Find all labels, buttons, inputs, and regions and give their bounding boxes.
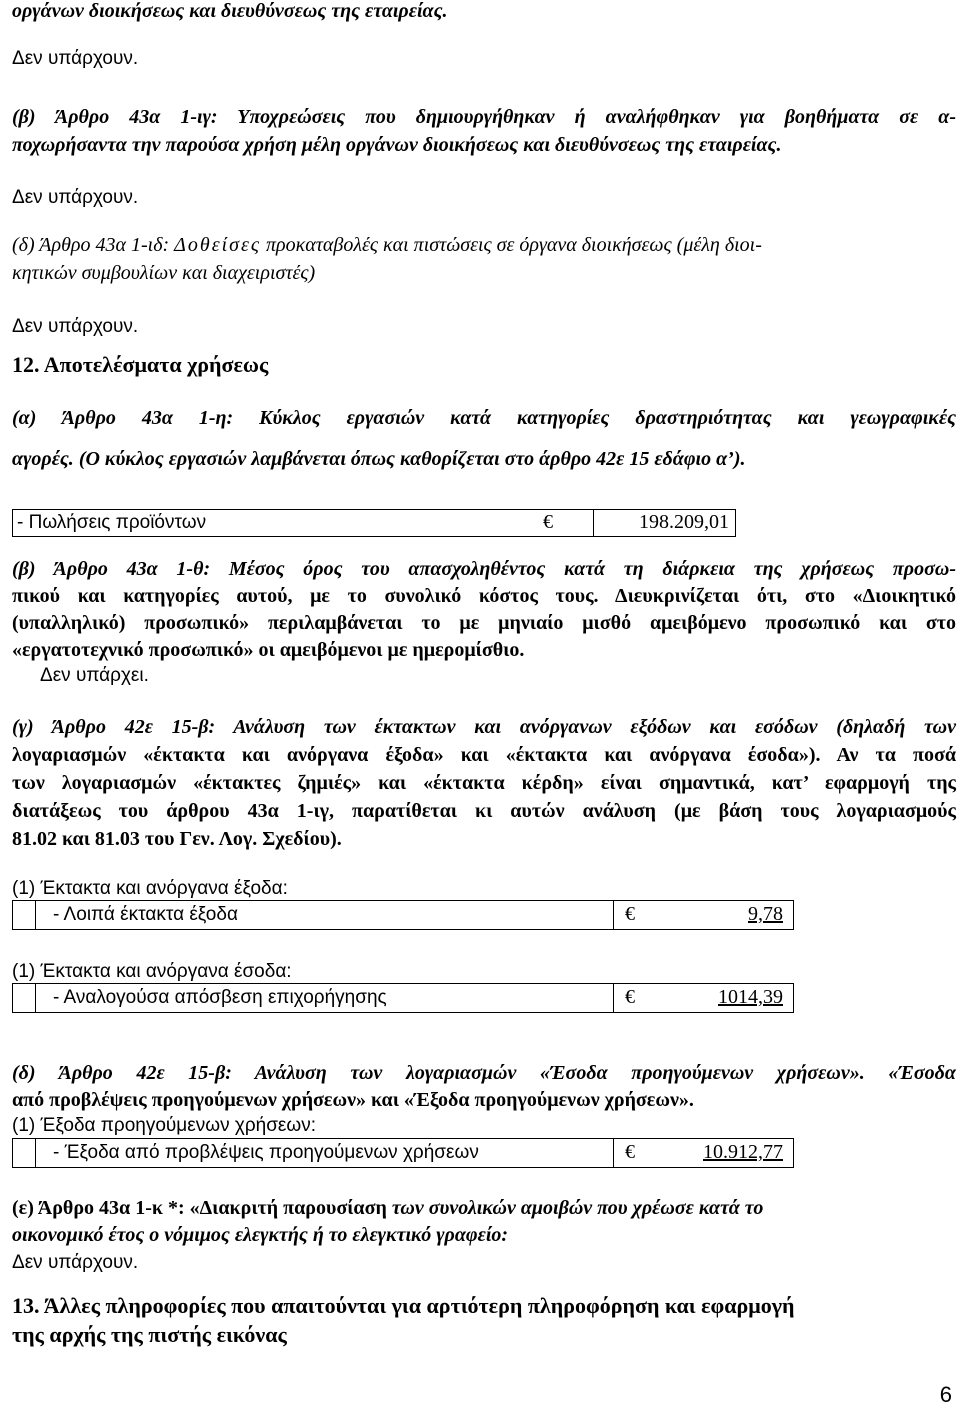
item-a-line2-part1: αγορές. <box>12 448 74 470</box>
expenses-currency: € <box>625 903 635 925</box>
sales-currency: € <box>543 511 553 533</box>
item-c-line5: 81.02 και 81.03 του Γεν. Λογ. Σχεδίου). <box>12 828 342 850</box>
item-a-line1: (α) Άρθρο 43α 1-η: Κύκλος εργασιών κατά κατηγορίες δραστηριότητας και γεωγραφικές <box>12 407 956 429</box>
item-c-line1: (γ) Άρθρο 42ε 15-β: Ανάλυση των έκτακτων και ανόργανων εξόδων και εσόδων (δηλαδή των <box>12 716 956 738</box>
item-c-line4: διατάξεως του άρθρου 43α 1-ιγ, παρατίθεται κι αυτών ανάλυση (με βάση τους λογαριασμούς <box>12 800 956 822</box>
prior-heading: (1) Έξοδα προηγούμενων χρήσεων: <box>12 1115 316 1136</box>
item-a-line2 <box>12 448 745 471</box>
item-b2-line4: «εργατοτεχνικό προσωπικό» οι αμειβόμενοι με ημερομίσθιο. <box>12 639 525 661</box>
income-label: - Αναλογούσα απόσβεση επιχορήγησης <box>53 987 387 1008</box>
expenses-label: - Λοιπά έκτακτα έξοδα <box>53 904 238 925</box>
prior-table-right-divider <box>613 1139 614 1167</box>
item-b-line1: (β) Άρθρο 43α 1-ιγ: Υποχρεώσεις που δημιουργήθηκαν ή αναλήφθηκαν για βοηθήματα σε α- <box>12 106 956 128</box>
item-b2-line3: (υπαλληλικό) προσωπικό» περιλαμβάνεται το με μηνιαίο μισθό αμειβόμενο προσωπικό και στο <box>12 612 956 634</box>
item-d-spaced: Δοθείσες <box>174 234 262 256</box>
expenses-heading: (1) Έκτακτα και ανόργανα έξοδα: <box>12 878 288 899</box>
prior-table <box>12 1138 794 1168</box>
section-12-title: Αποτελέσματα χρήσεως <box>43 352 269 377</box>
section-13-number: 13. <box>12 1293 40 1318</box>
sales-label: - Πωλήσεις προϊόντων <box>17 512 207 533</box>
item-e-line1 <box>12 1197 956 1220</box>
item-a-line2-part2: (Ο κύκλος εργασιών λαμβάνεται όπως καθορίζεται στο άρθρο 42ε 15 εδάφιο α’). <box>73 448 746 470</box>
none-note-1: Δεν υπάρχουν. <box>12 48 139 69</box>
expenses-value: 9,78 <box>748 903 783 925</box>
income-currency: € <box>625 986 635 1008</box>
income-value: 1014,39 <box>718 986 783 1008</box>
income-heading: (1) Έκτακτα και ανόργανα έσοδα: <box>12 961 292 982</box>
item-b-line2: ποχωρήσαντα την παρούσα χρήση μέλη οργάνων διοικήσεως και διευθύνσεως της εταιρείας. <box>12 134 782 156</box>
page-number: 6 <box>939 1382 952 1407</box>
sales-table <box>12 509 736 537</box>
prior-value: 10.912,77 <box>703 1141 783 1163</box>
none-note-2: Δεν υπάρχουν. <box>12 187 139 208</box>
item-d2-line1: (δ) Άρθρο 42ε 15-β: Ανάλυση των λογαριασμών «Έσοδα προηγούμενων χρήσεων». «Έσοδα <box>12 1062 956 1084</box>
section-12-number: 12. <box>12 352 40 377</box>
item-b2-line1: (β) Άρθρο 43α 1-θ: Μέσος όρος του απασχοληθέντος κατά τη διάρκεια της χρήσεως προσω- <box>12 558 956 580</box>
section-13-line1 <box>12 1293 956 1319</box>
item-c-line3: των λογαριασμών «έκτακτες ζημιές» και «έκτακτα κέρδη» είναι σημαντικά, κατ’ εφαρμογή της <box>12 772 956 794</box>
item-d2-line2: από προβλέψεις προηγούμενων χρήσεων» και «Έξοδα προηγούμενων χρήσεων». <box>12 1089 694 1111</box>
prior-table-left-divider <box>35 1139 36 1167</box>
prior-label: - Έξοδα από προβλέψεις προηγούμενων χρήσεων <box>53 1142 479 1163</box>
expenses-table-right-divider <box>613 901 614 929</box>
none-note-4: Δεν υπάρχει. <box>40 665 149 686</box>
item-c-line2: λογαριασμών «έκτακτα και ανόργανα έξοδα» και «έκτακτα και ανόργανα έσοδα»). Αν τα ποσά <box>12 744 956 766</box>
none-note-5: Δεν υπάρχουν. <box>12 1252 139 1273</box>
none-note-3: Δεν υπάρχουν. <box>12 316 139 337</box>
sales-table-divider <box>593 510 594 536</box>
income-table <box>12 983 794 1013</box>
sales-value: 198.209,01 <box>639 511 729 533</box>
item-e-bold: (ε) Άρθρο 43α 1-κ *: «Διακριτή παρουσίαση <box>12 1197 387 1219</box>
section-13-line2: της αρχής της πιστής εικόνας <box>12 1322 287 1347</box>
item-b2-line2: πικού και κατηγορίες αυτού, με το συνολικό κόστος τους. Διευκρινίζεται ότι, στο «Διοικητικό <box>12 585 956 607</box>
expenses-table <box>12 900 794 930</box>
item-e-line2: οικονομικό έτος ο νόμιμος ελεγκτής ή το ελεγκτικό γραφείο: <box>12 1224 509 1246</box>
item-e-rest: των συνολικών αμοιβών που χρέωσε κατά το <box>386 1197 764 1219</box>
income-table-left-divider <box>35 984 36 1012</box>
expenses-table-left-divider <box>35 901 36 929</box>
prior-currency: € <box>625 1141 635 1163</box>
section-13-title-line1: Άλλες πληροφορίες που απαιτούνται για αρτιότερη πληροφόρηση και εφαρμογή <box>43 1293 795 1318</box>
income-table-right-divider <box>613 984 614 1012</box>
item-d-line2: κητικών συμβουλίων και διαχειριστές) <box>12 262 316 284</box>
item-d-prefix: (δ) Άρθρο 43α 1-ιδ: <box>12 234 175 256</box>
section-12-heading <box>12 352 268 378</box>
item-d-line1 <box>12 234 956 257</box>
item-d-rest: προκαταβολές και πιστώσεις σε όργανα διοικήσεως (μέλη διοι- <box>261 234 762 256</box>
text-line-top: οργάνων διοικήσεως και διευθύνσεως της εταιρείας. <box>12 0 448 22</box>
